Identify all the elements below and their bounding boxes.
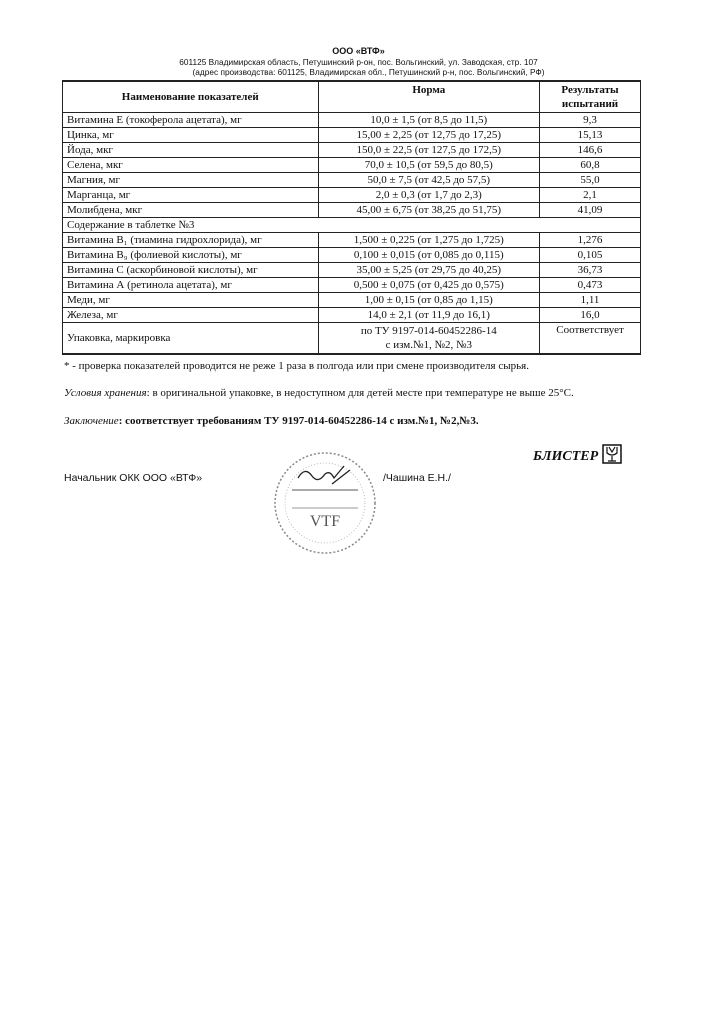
table-row bbox=[63, 128, 641, 143]
norm-value: 15,00 ± 2,25 (от 12,75 до 17,25) bbox=[318, 128, 540, 143]
conclusion-text: : соответствует требованиям ТУ 9197-014-60452286-14 с изм.№1, №2,№3. bbox=[118, 415, 479, 427]
test-result: 55,0 bbox=[540, 173, 641, 188]
table-row bbox=[63, 263, 641, 278]
norm-value: 35,00 ± 5,25 (от 29,75 до 40,25) bbox=[318, 263, 540, 278]
indicator-name: Магния, мг bbox=[63, 173, 319, 188]
table-row bbox=[63, 248, 641, 263]
table-row bbox=[63, 188, 641, 203]
production-address: (адрес производства: 601125, Владимирская обл., Петушинский р-н, пос. Вольгинский, РФ) bbox=[192, 67, 545, 77]
test-result: 0,473 bbox=[540, 278, 641, 293]
table-row bbox=[63, 143, 641, 158]
column-header-norm: Норма bbox=[318, 81, 540, 113]
test-result: 16,0 bbox=[540, 308, 641, 323]
table-row bbox=[63, 233, 641, 248]
test-result: 2,1 bbox=[540, 188, 641, 203]
indicator-name: Витамина Е (токоферола ацетата), мг bbox=[63, 113, 319, 128]
indicator-name: Марганца, мг bbox=[63, 188, 319, 203]
company-address: 601125 Владимирская область, Петушинский р-он, пос. Вольгинский, ул. Заводская, стр. 107 bbox=[179, 57, 538, 67]
table-header bbox=[63, 81, 641, 113]
fragile-glass-icon bbox=[602, 444, 622, 464]
company-stamp bbox=[270, 448, 380, 558]
packaging-result: Соответствует bbox=[540, 323, 641, 355]
signature-name: /Чашина Е.Н./ bbox=[383, 472, 451, 484]
norm-value: 1,500 ± 0,225 (от 1,275 до 1,725) bbox=[318, 233, 540, 248]
indicator-name: Железа, мг bbox=[63, 308, 319, 323]
table-row bbox=[63, 293, 641, 308]
table-row bbox=[63, 308, 641, 323]
signature-position: Начальник ОКК ООО «ВТФ» bbox=[64, 472, 203, 484]
column-header-name: Наименование показателей bbox=[63, 81, 319, 113]
column-header-result: Результаты испытаний bbox=[540, 81, 641, 113]
indicator-name: Йода, мкг bbox=[63, 143, 319, 158]
indicator-name: Витамина С (аскорбиновой кислоты), мг bbox=[63, 263, 319, 278]
packaging-norm-line2: с изм.№1, №2, №3 bbox=[385, 339, 472, 351]
test-result: 1,276 bbox=[540, 233, 641, 248]
footnote: * - проверка показателей проводится не реже 1 раза в полгода или при смене производителя сырья. bbox=[64, 360, 529, 372]
conclusion bbox=[64, 415, 479, 427]
indicator-name: Селена, мкг bbox=[63, 158, 319, 173]
norm-value: 1,00 ± 0,15 (от 0,85 до 1,15) bbox=[318, 293, 540, 308]
test-result: 1,11 bbox=[540, 293, 641, 308]
test-result: 0,105 bbox=[540, 248, 641, 263]
norm-value: 45,00 ± 6,75 (от 38,25 до 51,75) bbox=[318, 203, 540, 218]
blister-mark bbox=[533, 444, 622, 465]
stamp-text: VTF bbox=[309, 513, 341, 530]
norm-value: 2,0 ± 0,3 (от 1,7 до 2,3) bbox=[318, 188, 540, 203]
indicator-name: Молибдена, мкг bbox=[63, 203, 319, 218]
norm-value: 0,100 ± 0,015 (от 0,085 до 0,115) bbox=[318, 248, 540, 263]
indicator-name: Витамина B₉ (фолиевой кислоты), мг bbox=[63, 248, 319, 263]
test-result: 36,73 bbox=[540, 263, 641, 278]
test-result: 9,3 bbox=[540, 113, 641, 128]
norm-value: 10,0 ± 1,5 (от 8,5 до 11,5) bbox=[318, 113, 540, 128]
conclusion-label: Заключение bbox=[64, 415, 119, 427]
norm-value: 0,500 ± 0,075 (от 0,425 до 0,575) bbox=[318, 278, 540, 293]
results-table bbox=[62, 80, 641, 355]
norm-value: 150,0 ± 22,5 (от 127,5 до 172,5) bbox=[318, 143, 540, 158]
packaging-norm bbox=[318, 323, 540, 355]
test-result: 15,13 bbox=[540, 128, 641, 143]
table-row bbox=[63, 113, 641, 128]
packaging-norm-line1: по ТУ 9197-014-60452286-14 bbox=[360, 325, 497, 337]
storage-text: : в оригинальной упаковке, в недоступном для детей месте при температуре не выше 25°С. bbox=[146, 387, 574, 399]
indicator-name: Витамина B₁ (тиамина гидрохлорида), мг bbox=[63, 233, 319, 248]
norm-value: 50,0 ± 7,5 (от 42,5 до 57,5) bbox=[318, 173, 540, 188]
norm-value: 14,0 ± 2,1 (от 11,9 до 16,1) bbox=[318, 308, 540, 323]
table-row bbox=[63, 203, 641, 218]
test-result: 41,09 bbox=[540, 203, 641, 218]
test-result: 146,6 bbox=[540, 143, 641, 158]
storage-conditions bbox=[64, 387, 574, 399]
table-row bbox=[63, 323, 641, 355]
table-row bbox=[63, 173, 641, 188]
company-name: ООО «ВТФ» bbox=[332, 46, 385, 56]
section-row bbox=[63, 218, 641, 233]
test-result: 60,8 bbox=[540, 158, 641, 173]
indicator-name: Витамина А (ретинола ацетата), мг bbox=[63, 278, 319, 293]
signature-scribble bbox=[298, 466, 350, 484]
packaging-name: Упаковка, маркировка bbox=[63, 323, 319, 355]
norm-value: 70,0 ± 10,5 (от 59,5 до 80,5) bbox=[318, 158, 540, 173]
table-row bbox=[63, 158, 641, 173]
indicator-name: Меди, мг bbox=[63, 293, 319, 308]
storage-label: Условия хранения bbox=[64, 387, 147, 399]
table-row bbox=[63, 278, 641, 293]
indicator-name: Цинка, мг bbox=[63, 128, 319, 143]
blister-label: БЛИСТЕР bbox=[533, 449, 599, 464]
section-title: Содержание в таблетке №3 bbox=[63, 218, 641, 233]
